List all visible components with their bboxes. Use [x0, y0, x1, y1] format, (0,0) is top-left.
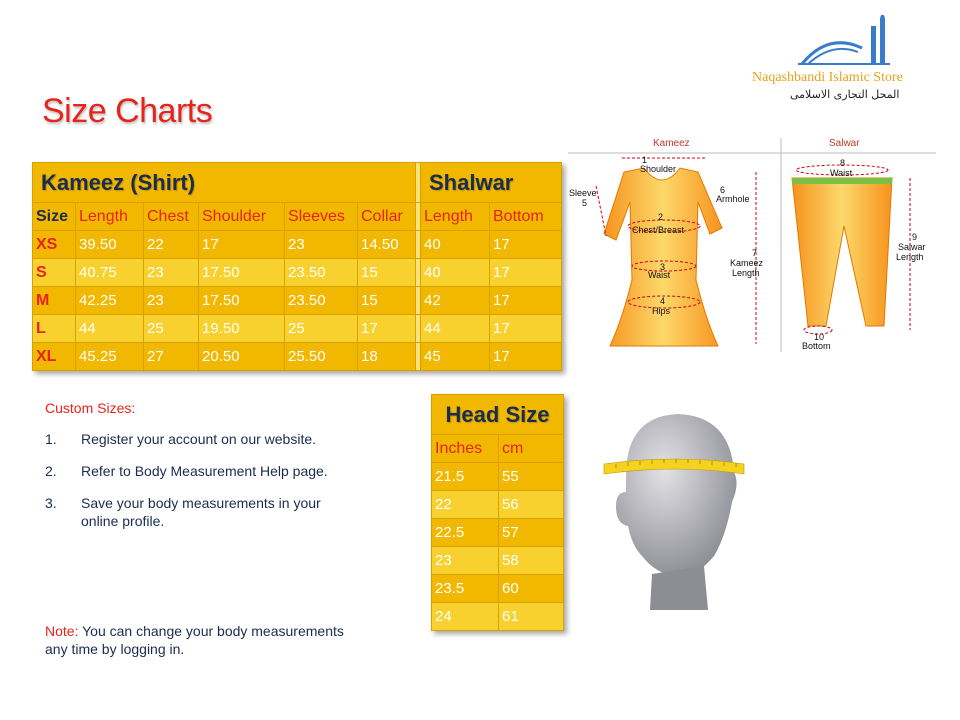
cell-cm: 61	[499, 603, 564, 631]
kameez-shape	[604, 168, 722, 346]
table-row	[432, 463, 564, 491]
salwar-shape	[792, 178, 892, 326]
label-salwar-length-2: Length	[896, 252, 924, 262]
label-kameez-length-1: Kameez	[730, 258, 764, 268]
page-title: Size Charts	[42, 92, 213, 130]
label-shoulder-num: 1	[642, 155, 648, 165]
label-salwar-waist: Waist	[830, 168, 853, 178]
cell-chest: 27	[144, 343, 199, 371]
label-chest-num: 2	[658, 212, 664, 222]
cell-chest: 23	[144, 259, 199, 287]
column-header-shalwar-length: Length	[421, 203, 490, 231]
column-header-bottom: Bottom	[490, 203, 562, 231]
list-item	[45, 462, 345, 480]
head-size-header: Head Size	[432, 395, 564, 435]
cell-inches: 21.5	[432, 463, 499, 491]
cell-collar: 15	[358, 259, 416, 287]
head-shape	[616, 414, 737, 576]
measurement-diagram	[566, 130, 938, 354]
custom-sizes-steps	[45, 430, 345, 530]
label-waist-num: 3	[660, 262, 666, 272]
cell-cm: 57	[499, 519, 564, 547]
cell-shoulder: 20.50	[199, 343, 285, 371]
note-label: Note:	[45, 623, 79, 639]
label-waist: Waist	[648, 270, 671, 280]
cell-cm: 60	[499, 575, 564, 603]
cell-shalwar-length: 45	[421, 343, 490, 371]
cell-sleeves: 23	[285, 231, 358, 259]
kameez-header: Kameez (Shirt)	[33, 163, 416, 203]
note-body: You can change your body measurements any time by logging in.	[45, 623, 344, 657]
cell-sleeves: 23.50	[285, 259, 358, 287]
salwar-waistband	[792, 178, 892, 184]
step-number: 2.	[45, 463, 57, 479]
column-header-inches: Inches	[432, 435, 499, 463]
store-name: Naqashbandi Islamic Store	[752, 70, 903, 85]
cell-collar: 18	[358, 343, 416, 371]
custom-sizes-section	[45, 400, 345, 544]
cell-inches: 23.5	[432, 575, 499, 603]
column-header-shoulder: Shoulder	[199, 203, 285, 231]
cell-sleeves: 25	[285, 315, 358, 343]
cell-cm: 56	[499, 491, 564, 519]
cell-shalwar-length: 40	[421, 259, 490, 287]
size-label: L	[33, 315, 76, 343]
label-salwar-waist-num: 8	[840, 158, 846, 168]
custom-sizes-title: Custom Sizes:	[45, 400, 136, 416]
cell-shalwar-length: 44	[421, 315, 490, 343]
table-row	[432, 547, 564, 575]
label-chest: Chest/Breast	[632, 225, 685, 235]
label-armhole-num: 6	[720, 185, 726, 195]
cell-cm: 55	[499, 463, 564, 491]
table-row	[33, 231, 562, 259]
column-header-length: Length	[76, 203, 144, 231]
cell-bottom: 17	[490, 287, 562, 315]
label-armhole: Armhole	[716, 194, 750, 204]
cell-collar: 17	[358, 315, 416, 343]
column-header-size: Size	[33, 203, 76, 231]
kameez-shalwar-size-table	[32, 162, 562, 371]
step-text: Register your account on our website.	[81, 431, 317, 447]
table-row	[432, 575, 564, 603]
cell-inches: 22.5	[432, 519, 499, 547]
cell-inches: 22	[432, 491, 499, 519]
cell-length: 45.25	[76, 343, 144, 371]
label-salwar-length-num: 9	[912, 232, 918, 242]
cell-bottom: 17	[490, 343, 562, 371]
step-text: Save your body measurements in your online profile.	[81, 495, 321, 529]
cell-length: 39.50	[76, 231, 144, 259]
list-item	[45, 430, 345, 448]
cell-collar: 15	[358, 287, 416, 315]
label-kameez-length-num: 7	[752, 248, 758, 258]
label-sleeve: Sleeve	[569, 188, 597, 198]
size-label: XS	[33, 231, 76, 259]
neck-shape	[650, 566, 708, 610]
cell-bottom: 17	[490, 231, 562, 259]
column-header-cm: cm	[499, 435, 564, 463]
step-number: 1.	[45, 431, 57, 447]
cell-chest: 23	[144, 287, 199, 315]
label-hips-num: 4	[660, 296, 666, 306]
cell-length: 44	[76, 315, 144, 343]
cell-bottom: 17	[490, 315, 562, 343]
table-row	[432, 603, 564, 631]
step-number: 3.	[45, 495, 57, 511]
head-measurement-illustration	[596, 406, 756, 610]
column-header-chest: Chest	[144, 203, 199, 231]
cell-shoulder: 19.50	[199, 315, 285, 343]
size-label: XL	[33, 343, 76, 371]
cell-shalwar-length: 42	[421, 287, 490, 315]
label-bottom-num: 10	[814, 332, 825, 342]
column-header-collar: Collar	[358, 203, 416, 231]
cell-chest: 25	[144, 315, 199, 343]
column-header-sleeves: Sleeves	[285, 203, 358, 231]
cell-length: 42.25	[76, 287, 144, 315]
cell-shoulder: 17.50	[199, 287, 285, 315]
table-row	[432, 491, 564, 519]
size-label: S	[33, 259, 76, 287]
cell-shoulder: 17	[199, 231, 285, 259]
table-row	[33, 259, 562, 287]
cell-sleeves: 25.50	[285, 343, 358, 371]
list-item	[45, 494, 345, 530]
label-hips: Hips	[652, 306, 671, 316]
cell-shalwar-length: 40	[421, 231, 490, 259]
label-shoulder: Shoulder	[640, 164, 677, 174]
table-row	[33, 287, 562, 315]
cell-inches: 24	[432, 603, 499, 631]
cell-shoulder: 17.50	[199, 259, 285, 287]
salwar-diagram-title: Salwar	[829, 138, 860, 149]
cell-sleeves: 23.50	[285, 287, 358, 315]
head-size-table	[431, 394, 564, 631]
shalwar-header: Shalwar	[421, 163, 562, 203]
step-text: Refer to Body Measurement Help page.	[81, 463, 328, 479]
note-text	[45, 622, 345, 658]
kameez-diagram-title: Kameez	[653, 138, 690, 149]
store-name-arabic: المحل التجارى الاسلامى	[790, 88, 900, 101]
cell-inches: 23	[432, 547, 499, 575]
label-bottom: Bottom	[802, 341, 831, 351]
table-row	[33, 343, 562, 371]
label-salwar-length-1: Salwar	[898, 242, 926, 252]
table-row	[33, 315, 562, 343]
cell-bottom: 17	[490, 259, 562, 287]
label-kameez-length-2: Length	[732, 268, 760, 278]
cell-length: 40.75	[76, 259, 144, 287]
size-label: M	[33, 287, 76, 315]
table-row	[432, 519, 564, 547]
cell-cm: 58	[499, 547, 564, 575]
label-sleeve-num: 5	[582, 198, 588, 208]
cell-collar: 14.50	[358, 231, 416, 259]
cell-chest: 22	[144, 231, 199, 259]
